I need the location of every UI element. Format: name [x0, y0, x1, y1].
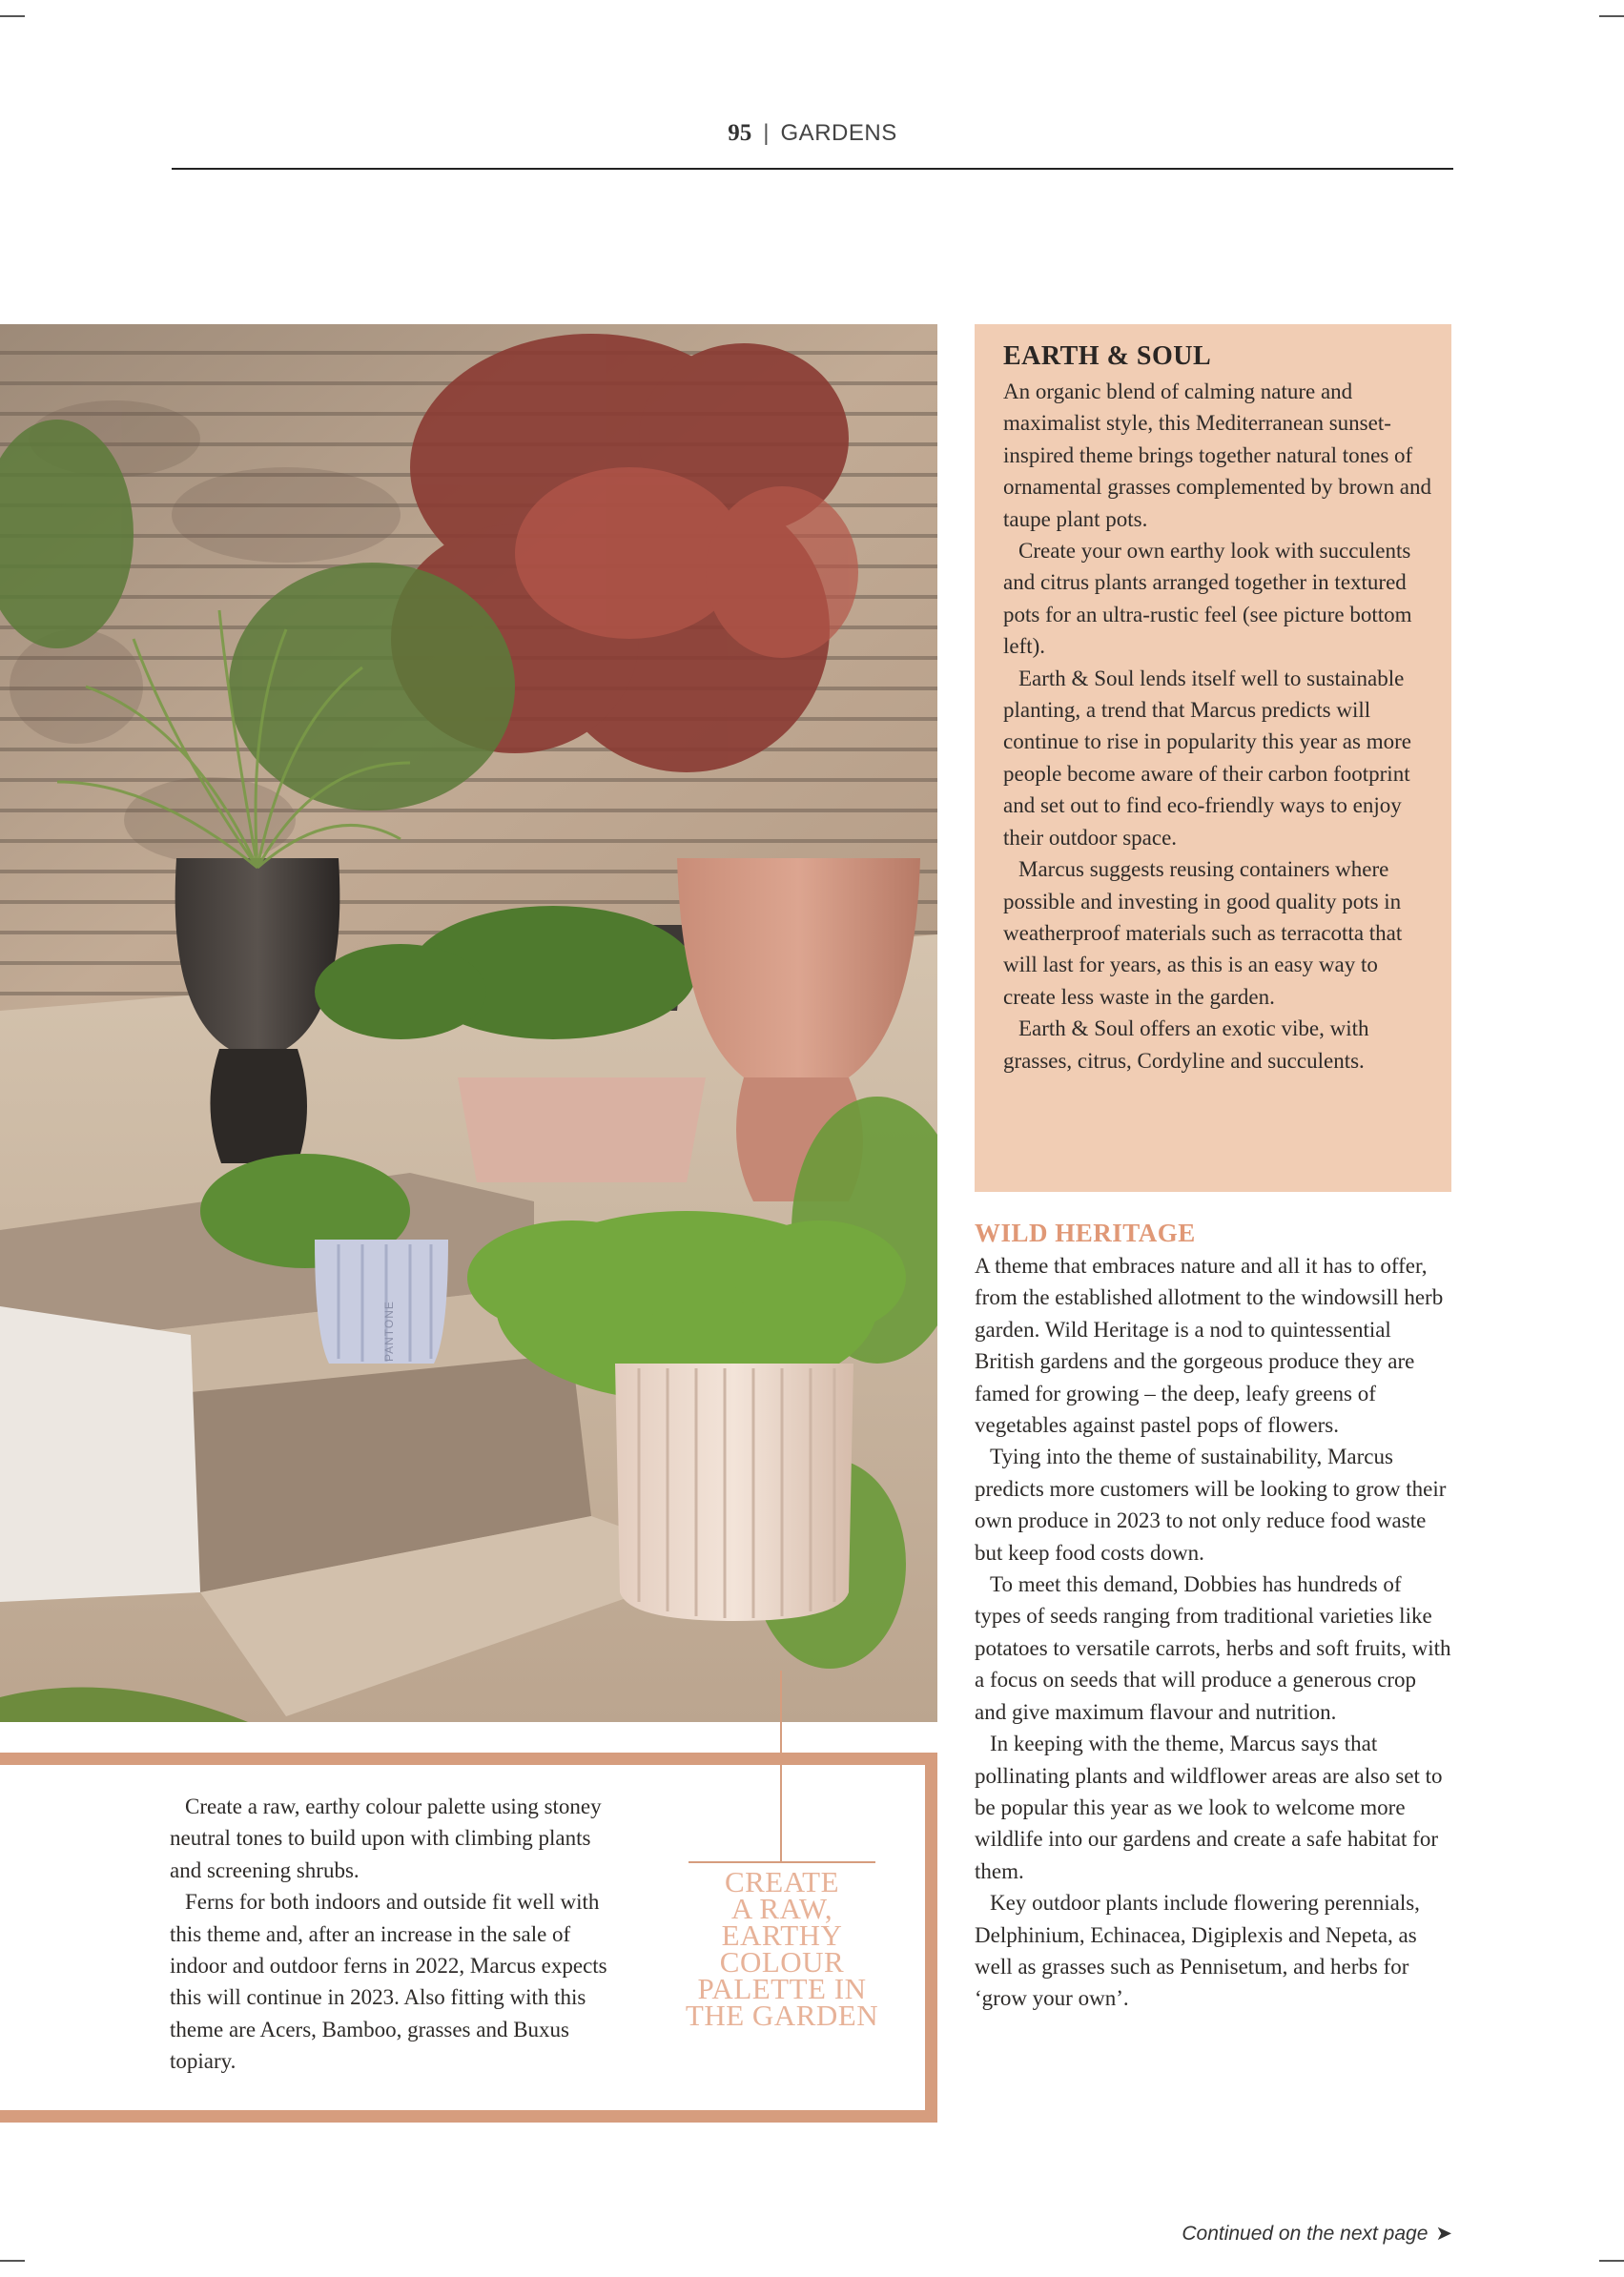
wild-heritage-section [975, 1219, 1451, 2015]
pull-quote-line-text: COLOUR [719, 1945, 845, 1979]
pull-quote-line [780, 1671, 782, 1861]
caption-paragraph: Ferns for both indoors and outside fit well with this theme and, after an increase in the sale of indoor and outdoor ferns in 2022, Marcus expects this will continue in 2023. Also fitting with this theme are Acers, Bamboo, grasses and Buxus topiary. [170, 1890, 607, 2074]
page-header [172, 120, 1453, 170]
earth-soul-paragraph: Earth & Soul lends itself well to sustainable planting, a trend that Marcus predicts will continue to rise in popularity this year as more people become aware of their carbon footprint and set out to find eco-friendly ways to enjoy their outdoor space. [1003, 666, 1411, 850]
pull-quote-line-text: EARTHY [721, 1918, 843, 1952]
arrow-right-icon: ➤ [1435, 2223, 1452, 2245]
pull-quote-line-text: PALETTE IN [697, 1972, 867, 2005]
continued-label: Continued on the next page [1182, 2223, 1429, 2245]
wild-heritage-paragraph: To meet this demand, Dobbies has hundreds of types of seeds ranging from traditional varieties like potatoes to versatile carrots, herbs and soft fruits, with a focus on seeds that will produce a generous crop and give maximum flavour and nutrition. [975, 1572, 1451, 1724]
wild-heritage-paragraph: In keeping with the theme, Marcus says that pollinating plants and wildflower areas are also set to be popular this year as we look to welcome more wildlife into our gardens and create a safe habitat for them. [975, 1732, 1443, 1883]
earth-soul-paragraph: An organic blend of calming nature and maximalist style, this Mediterranean sunset-inspired theme brings together natural tones of ornamental grasses complemented by brown and taupe plant pots. [1003, 380, 1432, 531]
crop-mark [1599, 2260, 1624, 2262]
pull-quote [671, 1865, 893, 2032]
continued-link[interactable] [1182, 2222, 1452, 2246]
garden-photo [0, 324, 937, 1722]
crop-mark [0, 2260, 25, 2262]
pull-quote-line-text: THE GARDEN [685, 1999, 879, 2032]
header-separator: | [763, 120, 770, 146]
crop-mark [1599, 15, 1624, 17]
page-number: 95 [728, 120, 752, 146]
crop-mark [0, 15, 25, 17]
earth-soul-paragraph: Create your own earthy look with succulents and citrus plants arranged together in textured pots for an ultra-rustic feel (see picture bottom left). [1003, 539, 1412, 659]
pull-quote-line-text: A RAW, [730, 1892, 833, 1925]
earth-soul-box [975, 324, 1451, 1192]
earth-soul-heading: EARTH & SOUL [1003, 341, 1212, 371]
wild-heritage-paragraph: A theme that embraces nature and all it has to offer, from the established allotment to the windowsill herb garden. Wild Heritage is a nod to quintessential British gardens and the gorgeous produce they are famed for growing – the deep, leafy greens of vegetables against pastel pops of flowers. [975, 1254, 1444, 1438]
wild-heritage-paragraph: Tying into the theme of sustainability, Marcus predicts more customers will be looking to grow their own produce in 2023 to not only reduce food waste but keep food costs down. [975, 1445, 1447, 1565]
pot-label: PANTONE [382, 1301, 396, 1362]
earth-soul-body [1003, 376, 1432, 1077]
caption-paragraph: Create a raw, earthy colour palette using stoney neutral tones to build upon with climbing plants and screening shrubs. [170, 1795, 602, 1882]
earth-soul-paragraph: Marcus suggests reusing containers where possible and investing in good quality pots in weatherproof materials such as terracotta that will last for years, as this is an easy way to create less waste in the garden. [1003, 857, 1403, 1009]
wild-heritage-body [975, 1250, 1451, 2015]
pull-quote-line-text: CREATE [724, 1865, 840, 1898]
section-title: GARDENS [780, 120, 897, 146]
wild-heritage-paragraph: Key outdoor plants include flowering perennials, Delphinium, Echinacea, Digiplexis and Nepeta, as well as grasses such as Pennisetum, and herbs for ‘grow your own’. [975, 1891, 1420, 2011]
pull-quote-rule [689, 1861, 875, 1863]
earth-soul-paragraph: Earth & Soul offers an exotic vibe, with grasses, citrus, Cordyline and succulents. [1003, 1016, 1369, 1073]
wild-heritage-heading: WILD HERITAGE [975, 1219, 1196, 1247]
caption-text [170, 1791, 608, 2078]
